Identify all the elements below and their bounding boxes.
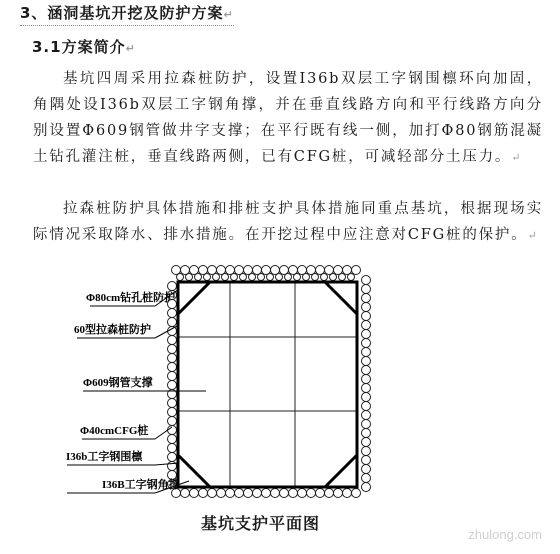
label-cfg-pile: Φ40cmCFG桩 bbox=[80, 425, 149, 437]
pile-circle bbox=[294, 274, 301, 281]
pile-circle bbox=[362, 402, 371, 411]
pile-circle bbox=[362, 321, 371, 330]
pile-circle bbox=[298, 489, 307, 498]
watermark: zhulong.com bbox=[468, 527, 542, 542]
pile-circle bbox=[362, 474, 371, 483]
pile-circle bbox=[307, 489, 316, 498]
corner-struts bbox=[178, 282, 357, 487]
pile-circle bbox=[235, 489, 244, 498]
pile-circle bbox=[321, 274, 328, 281]
pile-circle bbox=[168, 363, 177, 372]
grid-lines bbox=[178, 282, 357, 487]
pile-circle bbox=[362, 447, 371, 456]
pile-circle bbox=[231, 274, 238, 281]
pile-circle bbox=[330, 274, 337, 281]
pile-circle bbox=[222, 274, 229, 281]
pile-circle bbox=[276, 274, 283, 281]
pile-circle bbox=[312, 274, 319, 281]
paragraph-measures: 拉森桩防护具体措施和排桩支护具体措施同重点基坑，根据现场实际情况采取降水、排水措施。在开挖过程中应注意对CFG桩的保护。↵ bbox=[33, 201, 543, 243]
pile-circle bbox=[362, 420, 371, 429]
pile-circle bbox=[168, 426, 177, 435]
pile-circle bbox=[303, 274, 310, 281]
pile-circle bbox=[343, 489, 352, 498]
pile-circle bbox=[168, 399, 177, 408]
pile-circle bbox=[199, 489, 208, 498]
section-subheading: 3.1方案简介↵ bbox=[32, 38, 136, 56]
section-heading: 3、涵洞基坑开挖及防护方案↵ bbox=[20, 2, 234, 23]
pile-circle bbox=[181, 489, 190, 498]
pile-circle bbox=[339, 274, 346, 281]
pile-circle bbox=[168, 417, 177, 426]
pile-circle bbox=[362, 411, 371, 420]
pile-circle bbox=[362, 348, 371, 357]
pile-circles bbox=[168, 266, 371, 498]
pile-circle bbox=[362, 339, 371, 348]
pile-circle bbox=[168, 381, 177, 390]
figure-caption: 基坑支护平面图 bbox=[201, 514, 321, 533]
label-bored-pile: Φ80cm钻孔桩防护 bbox=[86, 292, 176, 304]
pile-circle bbox=[362, 303, 371, 312]
pile-circle bbox=[362, 294, 371, 303]
pile-circle bbox=[362, 465, 371, 474]
pile-circle bbox=[362, 276, 371, 285]
pile-circle bbox=[244, 489, 253, 498]
pile-circle bbox=[168, 282, 177, 291]
pile-circle bbox=[195, 274, 202, 281]
pile-circle bbox=[190, 489, 199, 498]
pile-circle bbox=[362, 438, 371, 447]
pile-circle bbox=[213, 274, 220, 281]
pile-circle bbox=[168, 318, 177, 327]
pile-circle bbox=[325, 489, 334, 498]
pile-circle bbox=[316, 489, 325, 498]
pile-circle bbox=[285, 274, 292, 281]
pile-circle bbox=[348, 274, 355, 281]
pile-circle bbox=[362, 366, 371, 375]
pile-circle bbox=[168, 444, 177, 453]
paragraph-mark-icon: ↵ bbox=[125, 42, 136, 55]
pile-circle bbox=[289, 489, 298, 498]
pile-circle bbox=[352, 266, 361, 275]
paragraph-intro: 基坑四周采用拉森桩防护，设置I36b双层工字钢围檩环向加固，角隅处设I36b双层工字钢角撑，并在垂直线路方向和平行线路方向分别设置Φ609钢管做井字支撑；在平行既有线一侧，加打Φ80钢筋混凝土钻孔灌注桩，垂直线路两侧，已有CFG桩，可减轻部分土压力。↵ bbox=[33, 71, 543, 165]
paragraph-mark-icon: ↵ bbox=[511, 151, 523, 164]
pile-circle bbox=[362, 375, 371, 384]
pile-circle bbox=[168, 408, 177, 417]
pile-circle bbox=[280, 489, 289, 498]
pile-circle bbox=[226, 489, 235, 498]
label-larsen-pile: 60型拉森桩防护 bbox=[74, 324, 151, 336]
pit-outline bbox=[178, 282, 357, 487]
pile-circle bbox=[362, 384, 371, 393]
pile-circle bbox=[362, 393, 371, 402]
pile-circle bbox=[249, 274, 256, 281]
paragraph-mark-icon: ↵ bbox=[527, 229, 539, 242]
pile-circle bbox=[362, 330, 371, 339]
pile-circle bbox=[362, 456, 371, 465]
pile-circle bbox=[217, 489, 226, 498]
pile-circle bbox=[240, 274, 247, 281]
pile-circle bbox=[362, 312, 371, 321]
label-steel-pipe-support: Φ609钢管支撑 bbox=[83, 377, 153, 389]
pile-circle bbox=[168, 453, 177, 462]
pile-circle bbox=[253, 489, 262, 498]
pile-circle bbox=[362, 285, 371, 294]
pile-circle bbox=[262, 489, 271, 498]
pile-circle bbox=[362, 429, 371, 438]
pile-circle bbox=[362, 357, 371, 366]
pile-circle bbox=[352, 489, 361, 498]
pile-circle bbox=[177, 274, 184, 281]
label-waling: I36b工字钢围檩 bbox=[66, 451, 143, 463]
pile-circle bbox=[186, 274, 193, 281]
pile-circle bbox=[204, 274, 211, 281]
pile-circle bbox=[271, 489, 280, 498]
pile-circle bbox=[168, 309, 177, 318]
pile-circle bbox=[168, 354, 177, 363]
paragraph-mark-icon: ↵ bbox=[223, 8, 234, 21]
pile-circle bbox=[362, 483, 371, 492]
pile-circle bbox=[168, 435, 177, 444]
pile-circle bbox=[168, 372, 177, 381]
label-corner-strut: I36B工字钢角撑 bbox=[102, 479, 180, 491]
pile-circle bbox=[267, 274, 274, 281]
pile-circle bbox=[258, 274, 265, 281]
pile-circle bbox=[168, 345, 177, 354]
pile-circle bbox=[168, 336, 177, 345]
pile-circle bbox=[208, 489, 217, 498]
pile-circle bbox=[334, 489, 343, 498]
